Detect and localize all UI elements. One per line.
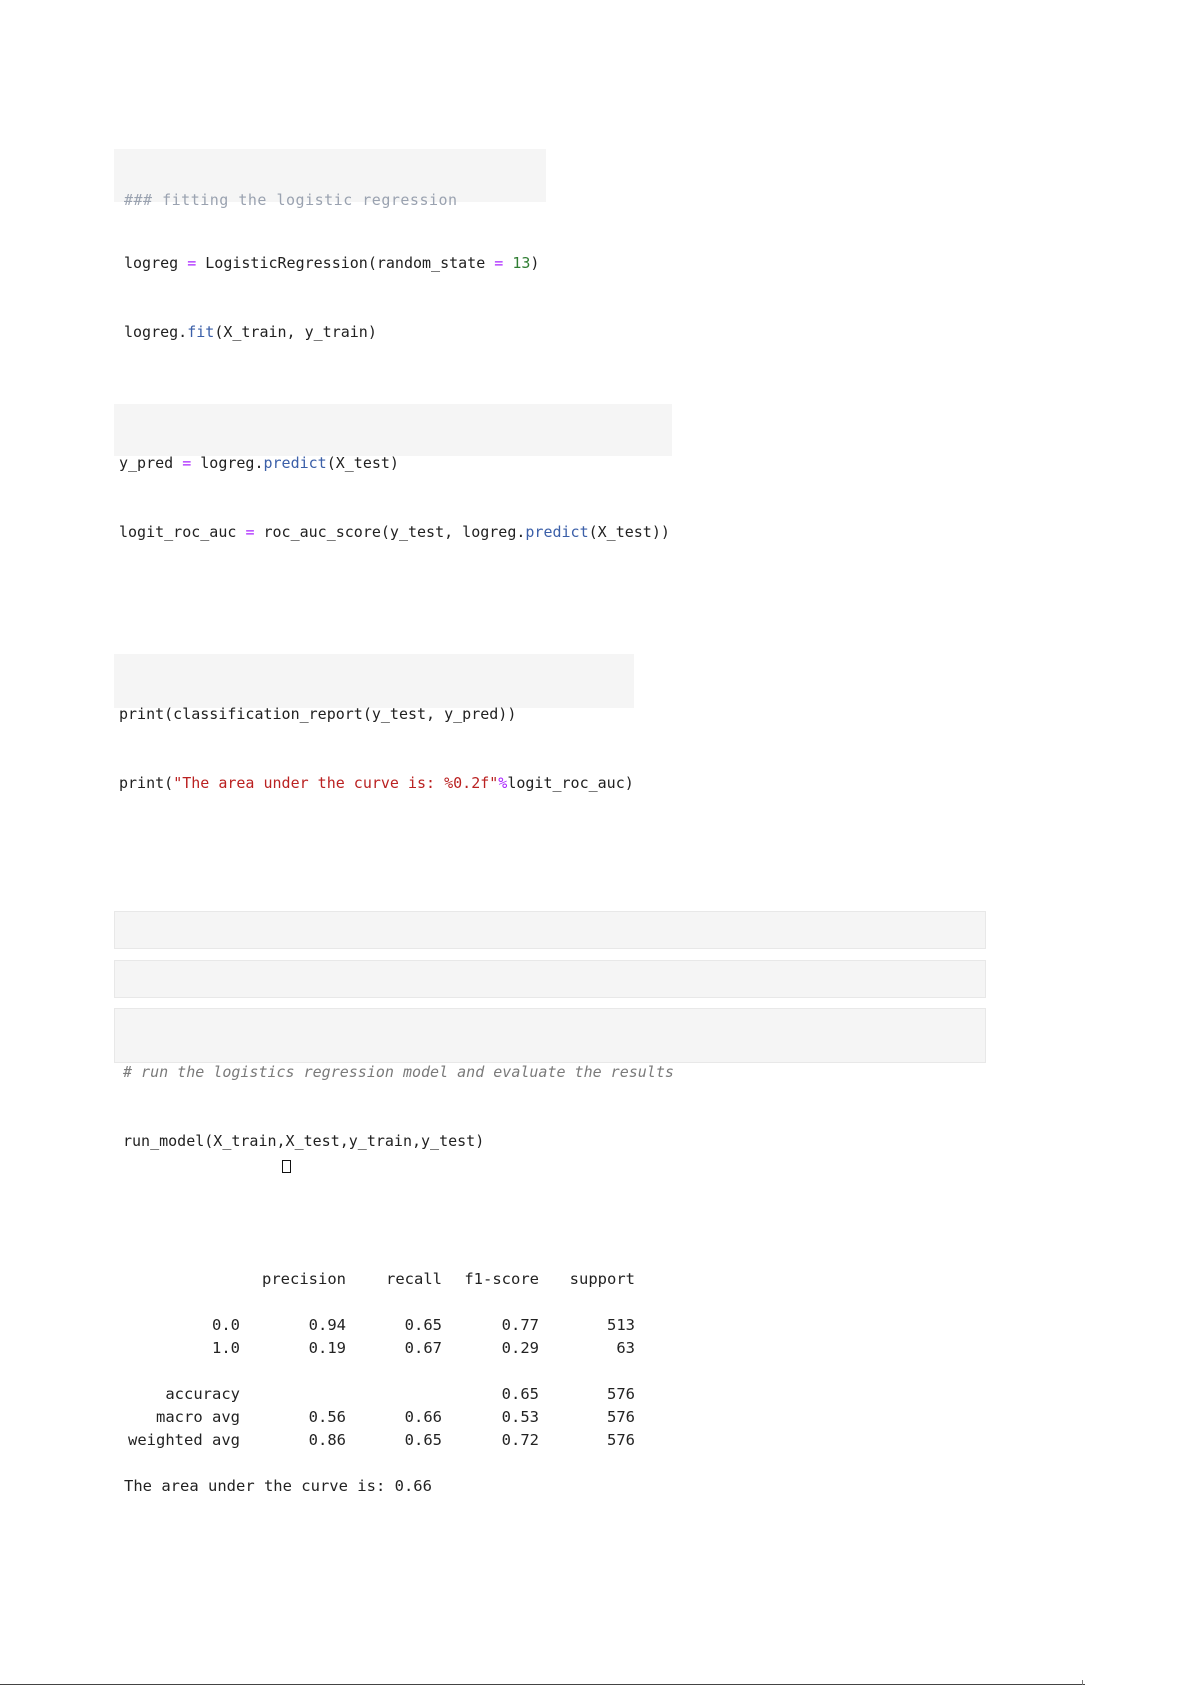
report-row: [124, 1314, 644, 1336]
report-cell: 0.19: [308, 1339, 346, 1357]
code-line: logreg = LogisticRegression(random_state = 13): [124, 254, 540, 272]
report-cell: 63: [616, 1339, 635, 1357]
report-cell: 0.0: [212, 1316, 240, 1334]
report-row: [124, 1429, 644, 1451]
report-cell: 0.53: [501, 1408, 539, 1426]
report-cell: 0.66: [404, 1408, 442, 1426]
report-row: [124, 1337, 644, 1359]
code-comment-line: # run the logistics regression model and evaluate the results: [123, 1063, 674, 1081]
report-row: [124, 1406, 644, 1428]
code-cell-smote: [114, 960, 986, 998]
code-line: logreg.fit(X_train, y_train): [124, 323, 377, 341]
report-cell: 0.29: [501, 1339, 539, 1357]
page-corner-mark: [1082, 1680, 1083, 1685]
cut-comment-line: ### fitting the logistic regression: [124, 191, 458, 209]
report-cell: 0.67: [404, 1339, 442, 1357]
code-line: print("The area under the curve is: %0.2f"%logit_roc_auc): [119, 774, 634, 792]
report-cell: 576: [607, 1385, 635, 1403]
auc-output-line: The area under the curve is: 0.66: [124, 1477, 432, 1495]
report-cell: weighted avg: [128, 1431, 240, 1449]
report-cell: 0.65: [501, 1385, 539, 1403]
code-line: logit_roc_auc = roc_auc_score(y_test, logreg.predict(X_test)): [119, 523, 670, 541]
report-header-row: [124, 1268, 644, 1290]
code-cell-run: [114, 1008, 986, 1150]
report-header-cell: recall: [386, 1270, 442, 1288]
report-row: [124, 1383, 644, 1405]
report-cell: 0.65: [404, 1316, 442, 1334]
code-cell-print: [114, 654, 634, 792]
code-cell-fit: [114, 149, 546, 341]
report-cell: 576: [607, 1431, 635, 1449]
report-cell: 0.72: [501, 1431, 539, 1449]
report-cell: 513: [607, 1316, 635, 1334]
report-cell: macro avg: [156, 1408, 240, 1426]
code-cell-predict: [114, 404, 672, 541]
report-header-cell: f1-score: [464, 1270, 539, 1288]
report-cell: 1.0: [212, 1339, 240, 1357]
missing-glyph-box: [282, 1160, 291, 1173]
code-line: run_model(X_train,X_test,y_train,y_test): [123, 1132, 485, 1150]
report-cell: 0.86: [308, 1431, 346, 1449]
report-cell: 0.94: [308, 1316, 346, 1334]
code-line: print(classification_report(y_test, y_pred)): [119, 705, 517, 723]
code-cell-dropna: [114, 911, 986, 949]
report-cell: 0.56: [308, 1408, 346, 1426]
report-header-cell: precision: [262, 1270, 346, 1288]
report-cell: 576: [607, 1408, 635, 1426]
report-cell: accuracy: [165, 1385, 240, 1403]
report-cell: 0.65: [404, 1431, 442, 1449]
report-cell: 0.77: [501, 1316, 539, 1334]
report-header-cell: support: [569, 1270, 635, 1288]
code-line: y_pred = logreg.predict(X_test): [119, 454, 399, 472]
